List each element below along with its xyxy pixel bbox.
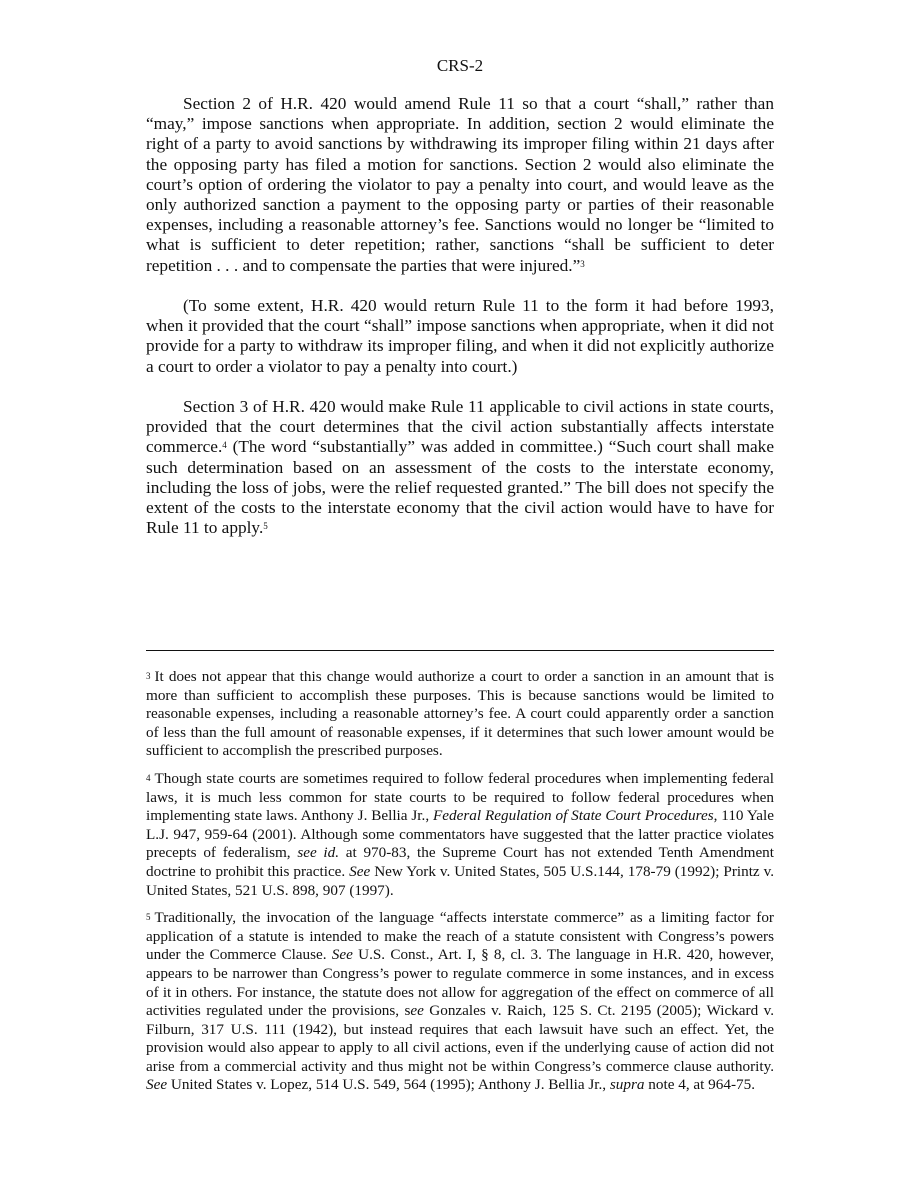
footnote-text: It does not appear that this change would authorize a court to order a sanction in an amount that is more than sufficient to accomplish these purposes. This is because sanctions would be limited to reasonable expenses, including a reasonable attorney’s fee. A court could apparently order a sanction of less than the full amount of reasonable expenses, if it determines that such lower amount would be sufficient to accomplish the prescribed purposes. bbox=[146, 668, 774, 760]
body-text bbox=[146, 94, 774, 559]
footnote-text: Traditionally, the invocation of the language “affects interstate commerce” as a limiting factor for application of a statute is intended to make the reach of a statute consistent with Congress’s powers under the Commerce Clause. bbox=[146, 909, 774, 964]
paragraph-section-3 bbox=[146, 397, 774, 538]
signal-see: See bbox=[331, 946, 353, 964]
footnote-mark: 5 bbox=[146, 912, 151, 923]
paragraph-text: (The word “substantially” was added in committee.) “Such court shall make such determination based on an assessment of the costs to the interstate economy, including the loss of jobs, were the relief requested granted.” The bill does not specify the extent of the costs to the interstate economy that the civil action would have to have for Rule 11 to apply. bbox=[146, 437, 774, 538]
footnote-ref-4[interactable]: 4 bbox=[222, 440, 227, 451]
signal-see: See bbox=[146, 1076, 168, 1094]
footnote-text: note 4, at 964-75. bbox=[644, 1076, 755, 1094]
footnote-text: Gonzales v. Raich, 125 S. Ct. 2195 (2005); Wickard v. Filburn, 317 U.S. 111 (1942), but instead requires that each lawsuit have such an effect. Yet, the provision would also appear to apply to all civil actions, even if the underlying cause of action did not arise from a commercial activity and thus might not be within Congress’s commerce clause authority. bbox=[146, 1002, 774, 1075]
footnotes bbox=[146, 668, 774, 1104]
footnote-mark: 3 bbox=[146, 671, 151, 681]
footnote-ref-3[interactable]: 3 bbox=[580, 258, 585, 269]
footnote-text: Though state courts are sometimes required to follow federal procedures when implementing federal laws, it is much less common for state courts to be required to follow federal procedures when implementing state laws. Anthony J. Bellia Jr., bbox=[146, 769, 774, 825]
footnote-4 bbox=[146, 770, 774, 900]
page-number: CRS-2 bbox=[436, 56, 484, 75]
paragraph-historical-note bbox=[146, 296, 774, 377]
paragraph-text: Section 3 of H.R. 420 would make Rule 11 applicable to civil actions in state courts, provided that the court determines that the civil action substantially affects interstate commerce. bbox=[146, 397, 774, 457]
signal-see-id: see id. bbox=[297, 844, 340, 862]
signal-see: See bbox=[349, 862, 371, 880]
footnote-text: at 970-83, the Supreme Court has not extended Tenth Amendment doctrine to prohibit this practice. bbox=[146, 844, 774, 880]
footnote-mark: 4 bbox=[146, 772, 151, 783]
paragraph-text: Section 2 of H.R. 420 would amend Rule 11 so that a court “shall,” rather than “may,” impose sanctions when appropriate. In addition, section 2 would eliminate the right of a party to avoid sanctions by withdrawing its improper filing within 21 days after the opposing party has filed a motion for sanctions. Section 2 would also eliminate the court’s option of ordering the violator to pay a penalty into court, and would leave as the only authorized sanction a payment to the opposing party or parties of their reasonable expenses, including a reasonable attorney’s fee. Sanctions would no longer be “limited to what is sufficient to deter repetition; rather, sanctions “shall be sufficient to deter repetition . . . and to compensate the parties that were injured.” bbox=[146, 94, 774, 275]
paragraph-section-2 bbox=[146, 94, 774, 276]
signal-supra: supra bbox=[609, 1076, 645, 1094]
footnote-divider bbox=[146, 650, 774, 651]
footnote-3 bbox=[146, 668, 774, 761]
signal-see-fragment: ee bbox=[410, 1002, 424, 1020]
footnote-text: , 110 Yale L.J. 947, 959-64 (2001). Although some commentators have suggested that the latter practice violates precepts of federalism, bbox=[146, 807, 774, 862]
citation-title: Federal Regulation of State Court Procedures bbox=[433, 807, 714, 825]
footnote-5 bbox=[146, 909, 774, 1095]
footnote-text: United States v. Lopez, 514 U.S. 549, 564 (1995); Anthony J. Bellia Jr., bbox=[167, 1076, 610, 1094]
footnote-ref-5[interactable]: 5 bbox=[263, 521, 268, 532]
paragraph-text: (To some extent, H.R. 420 would return Rule 11 to the form it had before 1993, when it provided that the court “shall” impose sanctions when appropriate, when it did not provide for a party to withdraw its improper filing, and when it did not explicitly authorize a court to order a violator to pay a penalty into court.) bbox=[146, 296, 774, 376]
footnote-text: New York v. United States, 505 U.S.144, 178-79 (1992); Printz v. United States, 521 U.S. 898, 907 (1997). bbox=[146, 862, 774, 899]
footnote-text: U.S. Const., Art. I, § 8, cl. 3. The language in H.R. 420, however, appears to be narrower than Congress’s power to regulate commerce in some instances, and in excess of it in others. For instance, the statute does not allow for aggregation of the effect on commerce of all activities regulated under the provisions, s bbox=[146, 946, 774, 1020]
